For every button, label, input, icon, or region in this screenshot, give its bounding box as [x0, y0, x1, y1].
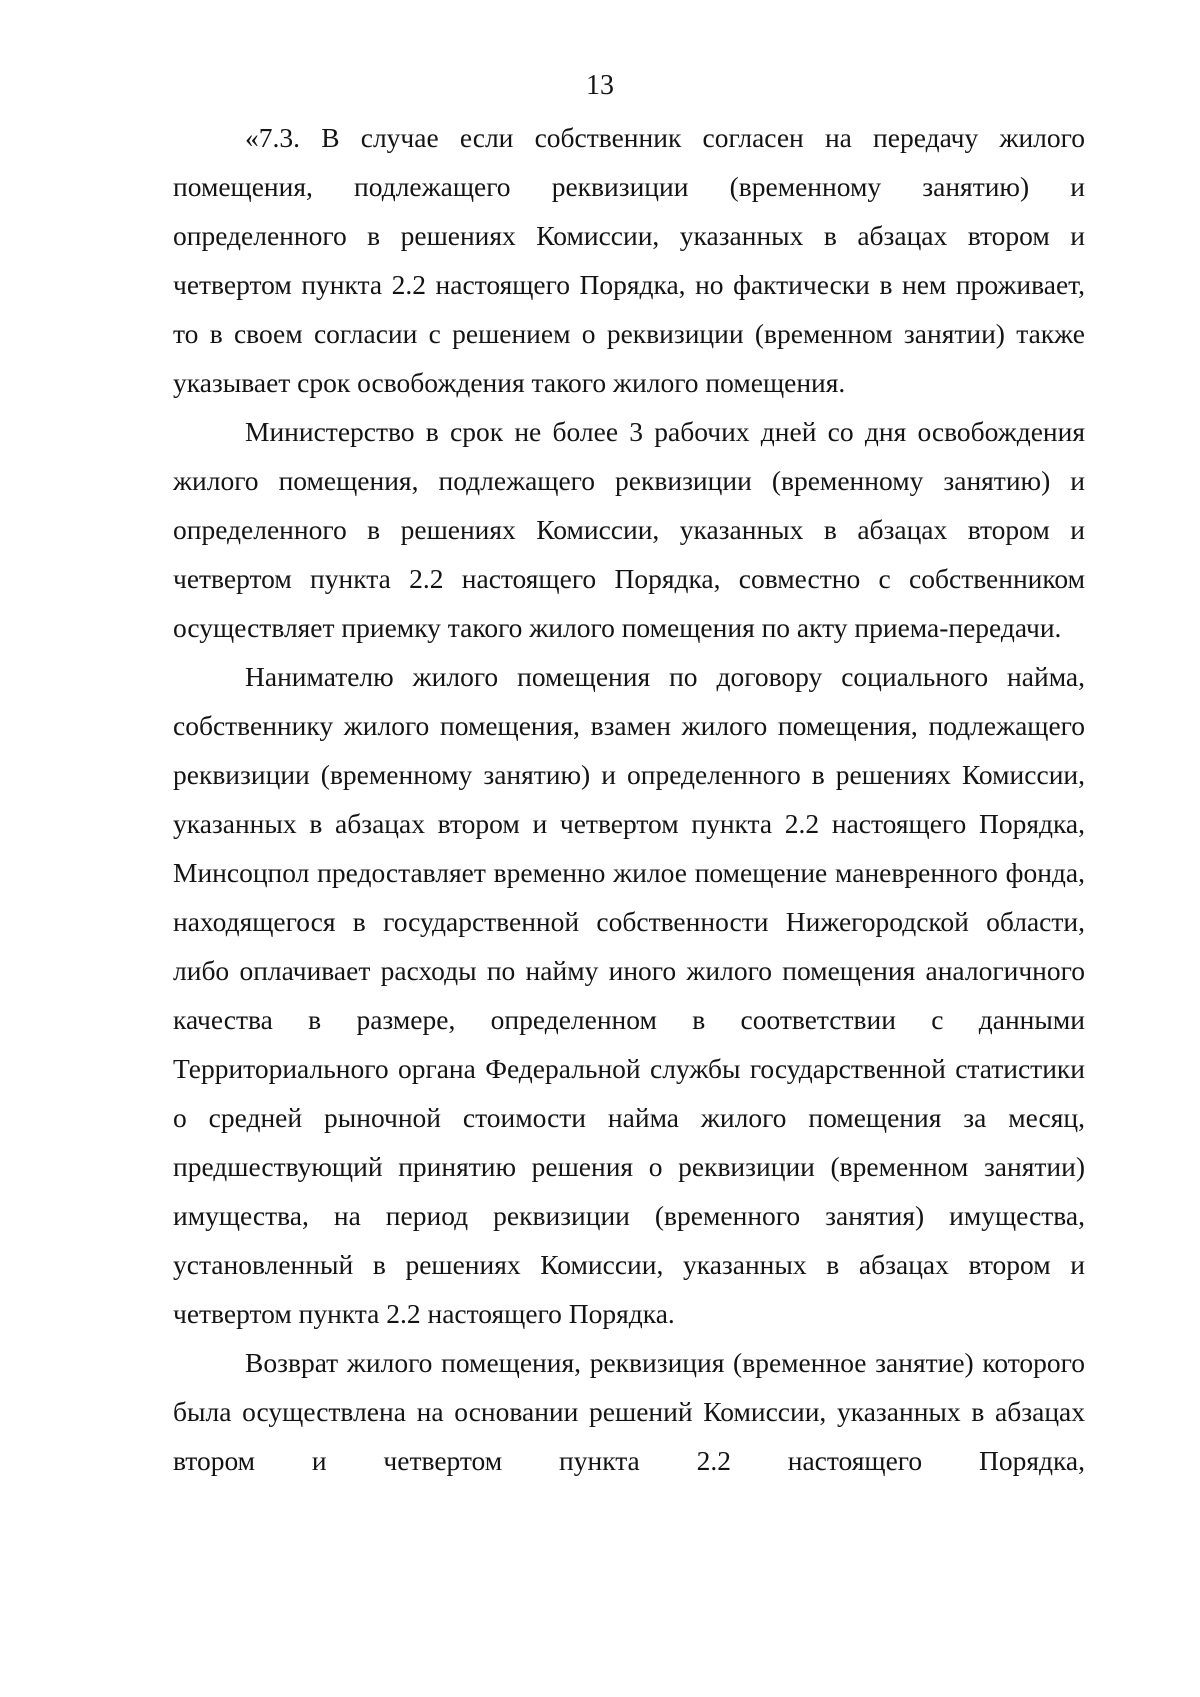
page-number: 13	[586, 70, 614, 101]
paragraph-7-3: «7.3. В случае если собственник согласен на передачу жилого помещения, подлежащего реквизиции (временному занятию) и определенного в решениях Комиссии, указанных в абзацах втором и четвертом пункта 2.2 настоящего Порядка, но фактически в нем проживает, то в своем согласии с решением о реквизиции (временном занятии) также указывает срок освобождения такого жилого помещения.	[173, 122, 1085, 398]
document-body	[173, 113, 1085, 1485]
paragraph-ministry-acceptance: Министерство в срок не более 3 рабочих дней со дня освобождения жилого помещения, подлежащего реквизиции (временному занятию) и определенного в решениях Комиссии, указанных в абзацах втором и четвертом пункта 2.2 настоящего Порядка, совместно с собственником осуществляет приемку такого жилого помещения по акту приема-передачи.	[173, 416, 1085, 643]
paragraph-tenant-housing: Нанимателю жилого помещения по договору социального найма, собственнику жилого помещения, взамен жилого помещения, подлежащего реквизиции (временному занятию) и определенного в решениях Комиссии, указанных в абзацах втором и четвертом пункта 2.2 настоящего Порядка, Минсоцпол предоставляет временно жилое помещение маневренного фонда, находящегося в государственной собственности Нижегородской области, либо оплачивает расходы по найму иного жилого помещения аналогичного качества в размере, определенном в соответствии с данными Территориального органа Федеральной службы государственной статистики о средней рыночной стоимости найма жилого помещения за месяц, предшествующий принятию решения о реквизиции (временном занятии) имущества, на период реквизиции (временного занятия) имущества, установленный в решениях Комиссии, указанных в абзацах втором и четвертом пункта 2.2 настоящего Порядка.	[173, 661, 1085, 1329]
paragraph-housing-return: Возврат жилого помещения, реквизиция (временное занятие) которого была осуществлена на основании решений Комиссии, указанных в абзацах втором и четвертом пункта 2.2 настоящего Порядка,	[173, 1347, 1085, 1476]
